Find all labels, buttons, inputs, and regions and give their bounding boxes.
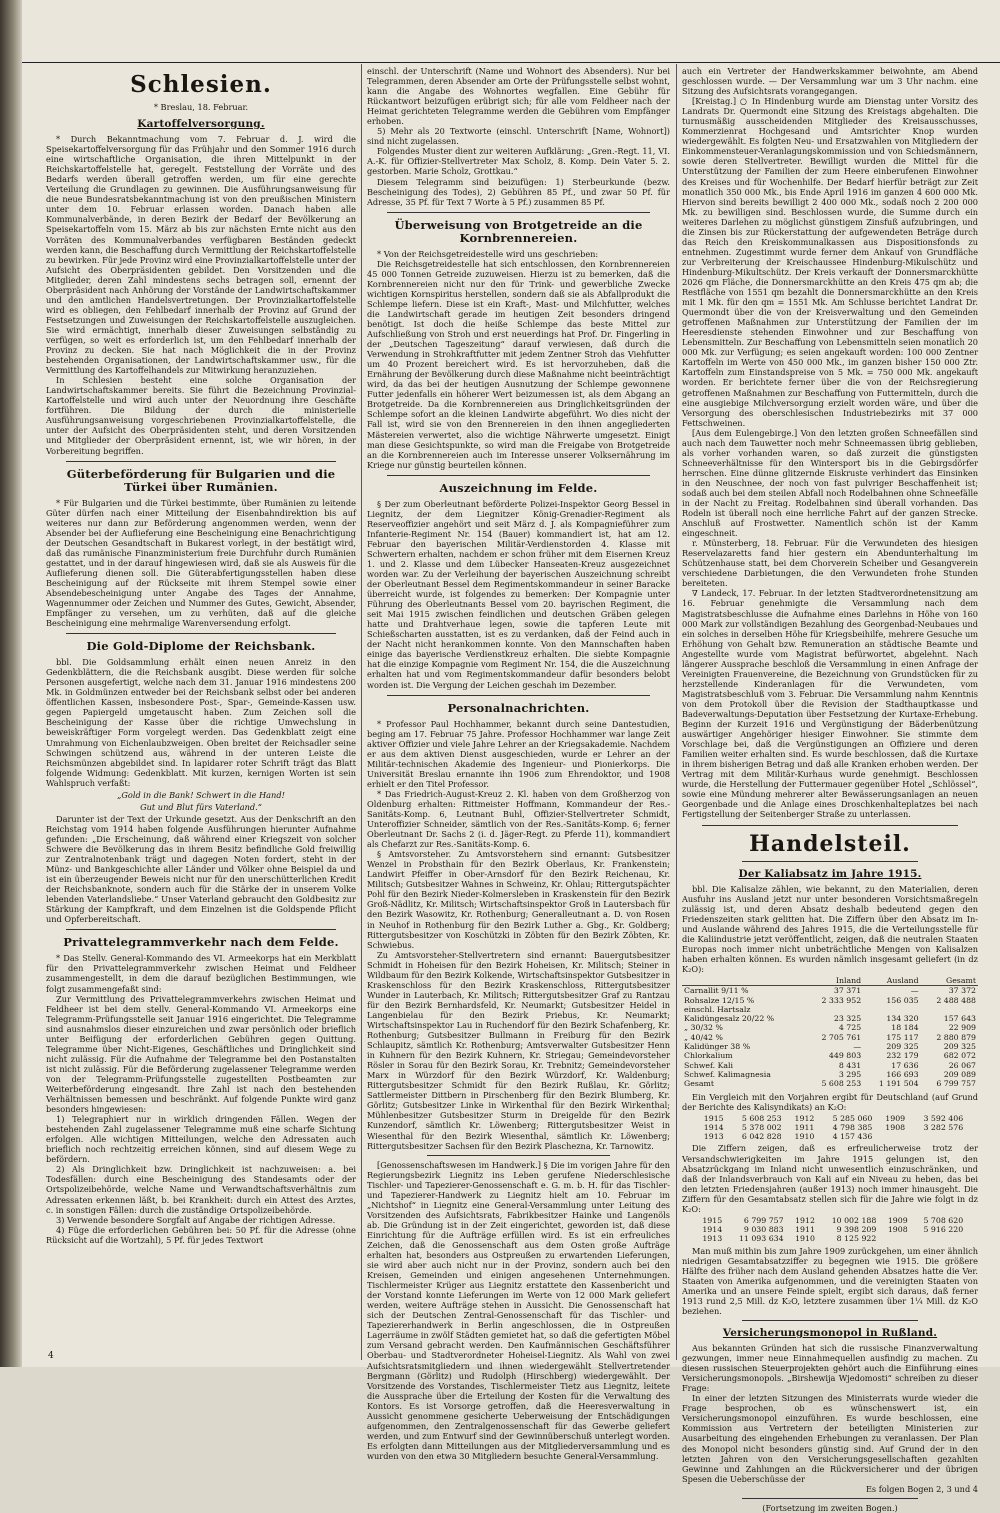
table-header: Ausland: [863, 976, 920, 986]
table-row: [682, 1042, 978, 1051]
table-row: [694, 1234, 966, 1243]
table-row: [694, 1123, 966, 1132]
article-paragraph: 2) Als Dringlichkeit bzw. Dringlichkeit ist nachzuweisen: a. bei Todesfällen: durch eine Bescheinigung des Standesamts oder der Ortspolizeibehörde, welche Name und Verwandtschaftsverhältnis zum Adressaten erkennen läßt, b. bei Krankheit: durch ein Attest des Arztes, c. in sonstigen Fällen: durch die zuständige Ortspolizeibehörde.: [46, 1164, 356, 1215]
table-cell: 5 285 060: [832, 1113, 873, 1123]
table-cell: 9 398 209: [836, 1225, 877, 1235]
table-row: [682, 1051, 978, 1060]
table-cell: Kalidünger 38 %: [684, 1042, 751, 1052]
article-separator: [66, 461, 336, 462]
page-number: 4: [48, 1351, 54, 1361]
article-paragraph: auch ein Vertreter der Handwerkskammer beiwohnte, am Abend geschlossen wurde. — Der Versammlung war um 3 Uhr nachm. eine Sitzung des Aufsichtsrats vorangegangen.: [682, 66, 978, 97]
motto-line: „Gold in die Bank! Schwert in die Hand!: [117, 789, 285, 800]
table-cell: 4 798 385: [832, 1122, 873, 1132]
article-paragraph: § Amtsvorsteher. Zu Amtsvorstehern sind ernannt: Gutsbesitzer Wenzel in Probsthain für den Bezirk Oberlaus, Kr. Frankenstein; Landwirt Pfeiffer in Ober-Arnsdorf für den Bezirk Reichenau, Kr. Militsch; Gutsbesitzer Wahnes in Schweinz, Kr. Ohlau; Rittergutspächter Pohl für den Bezirk Nieder-Kolmersleben in Kraskenstein für den Bezirk Groß-Nädlitz, Kr. Militsch; Wirtschaftsinspektor Groß in Lautersbach für den Bezirk Wasowitz, Kr. Rothenburg; Generalleutnant a. D. von Rosen in Neuhof in Rothenburg für den Bezirk Luther a. Gbg., Kr. Goldberg; Rittergutsbesitzer von Koschützki in Zöbten für den Bezirk Zöbten, Kr. Schwiebus.: [367, 849, 670, 950]
table-header: [682, 976, 806, 986]
table-row: [694, 1114, 966, 1123]
article-paragraph: Ein Vergleich mit den Vorjahren ergibt für Deutschland (auf Grund der Berichte des Kalisyndikats) an K₂O:: [682, 1091, 978, 1112]
table-cell: 1913: [703, 1132, 724, 1142]
table-cell: 9 030 883: [743, 1225, 784, 1235]
table-cell: 10 002 188: [831, 1215, 877, 1225]
table-body: [682, 986, 978, 1089]
table-cell: 8 125 922: [836, 1234, 877, 1244]
table-cell: 5 916 220: [923, 1225, 964, 1235]
table-cell: einschl. Hartsalz: [684, 1004, 751, 1014]
table-row: [682, 1079, 978, 1088]
article-heading-versicherung: Versicherungsmonopol in Rußland.: [722, 1327, 938, 1340]
table-cell: 37 372: [948, 986, 976, 996]
table-cell: —: [910, 986, 919, 996]
table-header: Inland: [806, 976, 863, 986]
article-heading-personal: Personalnachrichten.: [447, 700, 590, 715]
article-separator: [427, 1155, 610, 1156]
table-cell: 232 179: [886, 1051, 919, 1061]
column-divider: [676, 64, 677, 1360]
dateline: * Breslau, 18. Februar.: [153, 102, 249, 112]
continuation-footnote: (Fortsetzung im zweiten Bogen.): [762, 1502, 898, 1513]
table-cell: 682 072: [943, 1051, 976, 1061]
table-cell: 1909: [887, 1215, 908, 1225]
article-paragraph: einschl. der Unterschrift (Name und Wohnort des Absenders). Nur bei Telegrammen, deren Absender am Orte der Prüfungsstelle selbst wohnt, kann die Angabe des Wohnortes wegfallen. Eine Gebühr für Rückantwort beizufügen erübrigt sich; für alle vom Feldheer nach der Heimat gerichteten Telegramme werden die Gebühren vom Empfänger erhoben.: [367, 66, 670, 127]
article-separator: [702, 825, 958, 826]
table-cell: Chlorkalium: [684, 1051, 733, 1061]
table-cell: 1912: [795, 1215, 815, 1225]
table-cell: [879, 1234, 910, 1243]
table-cell: 166 693: [886, 1069, 919, 1079]
article-paragraph: * Professor Paul Hochhammer, bekannt durch seine Dantestudien, beging am 17. Februar 75 Jahre. Professor Hochhammer war lange Zeit aktiver Offizier und viele Jahre Lehrer an der Kriegsakademie. Nachdem er aus dem aktiven Dienst ausgeschieden, wurde er Lehrer an der Militär-technischen Akademie des Ingenieur- und Pionierkorps. Die Universität Breslau ernannte ihn 1906 zum Ehrendoktor, und 1908 erhielt er den Titel Professor.: [367, 718, 670, 789]
table-cell: [863, 1005, 920, 1014]
table-cell: 1913: [702, 1234, 723, 1244]
table-cell: 6 799 757: [743, 1215, 784, 1225]
table-cell: 209 325: [886, 1042, 919, 1052]
article-paragraph: 1) Telegraphiert nur in wirklich dringenden Fällen. Wegen der bestehenden Zahl zugelassener Telegramme muß eine scharfe Sichtung erfolgen. Alle wichtigen Mitteilungen, welche den Adressaten auch brieflich noch rechtzeitig erreichen können, sind auf diesem Wege zu befördern.: [46, 1114, 356, 1165]
table-cell: 4 725: [838, 1023, 862, 1033]
article-paragraph: 3) Verwende besondere Sorgfalt auf Angabe der richtigen Adresse.: [56, 1214, 336, 1225]
article-paragraph: * Das Friedrich-August-Kreuz 2. Kl. haben von dem Großherzog von Oldenburg erhalten: Rittmeister Hoffmann, Kommandeur der Res.-Sanitäts-Komp. 6, Leutnant Buhl, Offizier-Stellvertreter Schmidt, Unteroffizier Schneider, sämtlich von der Res.-Sanitäts-Komp. 6; ferner Oberleutnant Dr. Sachs 2 (i. d. Jäger-Regt. zu Pferde 11), kommandiert als Chefarzt zur Res.-Sanitäts-Komp. 6.: [367, 788, 670, 850]
motto-line: Gut und Blut fürs Vaterland.“: [140, 801, 262, 812]
table-cell: 1910: [795, 1234, 815, 1244]
table-cell: Gesamt: [684, 1079, 715, 1089]
table-cell: 3 592 406: [923, 1113, 964, 1123]
article-separator: [742, 1320, 918, 1321]
table-cell: 175 117: [886, 1032, 919, 1042]
table-cell: 8 431: [838, 1060, 862, 1070]
table-cell: 134 320: [886, 1014, 919, 1024]
table-cell: [911, 1234, 966, 1243]
table-row: [682, 996, 978, 1005]
article-paragraph: 4) Füge die erforderlichen Gebühren bei: 50 Pf. für die Adresse (ohne Rücksicht auf die Wortzahl), 5 Pf. für jedes Textwort: [46, 1224, 356, 1245]
kali-absatz-table: [682, 976, 978, 1089]
article-heading-auszeichnung: Auszeichnung im Felde.: [439, 480, 598, 495]
table-row: [694, 1132, 966, 1141]
book-binding-edge: [0, 0, 22, 1367]
table-row: [694, 1216, 966, 1225]
article-paragraph: Zu Amtsvorsteher-Stellvertretern sind ernannt: Bauergutsbesitzer Schmidt in Hoheisen für den Bezirk Hoheisen, Kr. Militsch; Steiner in Wildbaum für den Bezirk Kolkende, Wirtschaftsinspektor Gutsbesitzer in Kraskenschloss für den Bezirk Kraskenschloss, Rittergutsbesitzer Wunder in Lauterbach, Kr. Militsch; Rittergutsbesitzer Graf zu Rantzau für den Bezirk Bernhardsfeld, Kr. Neumarkt; Gutsbesitzer Heidel in Langenbielau für den Bezirk Priebus, Kr. Neumarkt; Wirtschaftsinspektor Lau in Ruchendorf für den Bezirk Schafenberg, Kr. Rothenburg; Gutsbesitzer Bullmann in Freiburg für den Bezirk Schlaupitz, sämtlich Kr. Rothenburg; Amtsverwalter Gutsbesitzer Henn in Kuhnern für den Bezirk Kuhnern, Kr. Striegau; Gemeindevorsteher Rösler in Sorau für den Bezirk Sorau, Kr. Trebnitz; Gemeindevorsteher Marx in Würzdorf für den Bezirk Würzdorf, Kr. Waldenburg; Rittergutsbesitzer Schmidt für den Bezirk Rußlau, Kr. Görlitz; Sattlermeister Dittbern in Pirschenberg für den Bezirk Blumberg, Kr. Görlitz; Gutsbesitzer Linke in Wirkenthal für den Bezirk Wirkenthal; Mühlenbesitzer Gutsbesitzer Sturm in Dreigelde für den Bezirk Kunzendorf, sämtlich Kr. Löwenberg; Rittergutsbesitzer Weist in Wiesenthal für den Bezirk Wiesenthal, sämtlich Kr. Löwenberg; Rittergutsbesitzer Sachsen für den Bezirk Plaschezna, Kr. Tarnowitz.: [367, 949, 670, 1151]
table-cell: Schwef. Kalimagnesia: [684, 1069, 771, 1079]
article-paragraph: 5) Mehr als 20 Textworte (einschl. Unterschrift [Name, Wohnort]) sind nicht zugelassen.: [367, 126, 670, 147]
table-cell: 1911: [795, 1225, 815, 1235]
article-heading-kartoffel: Kartoffelversorgung.: [137, 118, 265, 131]
column-1: [46, 66, 356, 1362]
table-row: [682, 1070, 978, 1079]
table-cell: 1914: [703, 1122, 724, 1132]
article-separator: [66, 633, 336, 634]
table-cell: 37 371: [833, 986, 862, 996]
table-cell: 6 799 757: [936, 1079, 976, 1089]
table-cell: 2 880 879: [936, 1032, 976, 1042]
table-cell: 2 705 761: [821, 1032, 862, 1042]
article-heading-privat: Privattelegrammverkehr nach dem Felde.: [63, 935, 339, 950]
column-divider: [361, 64, 362, 1360]
table-cell: 3 295: [838, 1069, 862, 1079]
article-separator: [742, 1498, 918, 1499]
table-row: [682, 1033, 978, 1042]
table-cell: [921, 1005, 978, 1014]
table-row: [682, 1061, 978, 1070]
section-title-schlesien: Schlesien.: [130, 71, 272, 98]
article-paragraph: Man muß mithin bis zum Jahre 1909 zurückgehen, um einer ähnlich niedrigen Gesamtabsatzziffer zu begegnen wie 1915. Die größere Hälfte des früher nach dem Ausland gehenden Absatzes hatte die Ver. Staaten von Amerika aufgenommen, und die vereinigten Staaten von Amerika und an unsere Feinde spielt, ergibt sich daraus, daß ferner 1913 rund 2,5 Mill. dz K₂O, letztere zusammen über 1¼ Mill. dz K₂O beziehen.: [682, 1245, 978, 1316]
article-paragraph: * Das Stellv. General-Kommando des VI. Armeekorps hat ein Merkblatt für den Privattelegrammverkehr zwischen Heimat und Feldheer zusammengestellt, in dem die darauf bezüglichen Bestimmungen, wie folgt zusammengefaßt sind:: [46, 953, 356, 994]
newspaper-page: [22, 0, 1000, 1513]
table-cell: 1914: [702, 1225, 723, 1235]
article-heading-gueter: Güterbeförderung für Bulgarien und die Türkei über Rumänien.: [66, 466, 336, 494]
table-cell: 157 643: [943, 1014, 976, 1024]
table-row: [682, 986, 978, 996]
article-paragraph: bbl. Die Goldsammlung erhält einen neuen Anreiz in den Gedenkblättern, die die Reichsbank ausgibt. Diese werden für solche Personen ausgefertigt, welche nach dem 31. Januar 1916 mindestens 200 Mk. in Goldmünzen entweder bei der Reichsbank selbst oder bei anderen öffentlichen Kassen, insbesondere Post-, Spar-, Gemeinde-Kassen usw. gegen Papiergeld umgetauscht haben. Zum Zeichen soll die Bescheinigung der Kasse über die richtige Umwechslung in beweiskräftiger Form vorgelegt werden. Das Gedenkblatt zeigt eine Umrahmung von Eichenlaubzweigen. Oben breitet der Reichsadler seine Schwingen schützend aus, während in der unteren Leiste die Reichsmünzen abgebildet sind. In lapidarer roter Schrift trägt das Blatt folgende Widmung: Gedenkblatt. Mit kurzen, kernigen Worten ist sein Wahlspruch verfaßt:: [46, 657, 356, 788]
article-paragraph: In einer der letzten Sitzungen des Ministerrats wurde wieder die Frage besprochen, ob es wünschenswert ist, ein Versicherungsmonopol einzuführen. Es wurde beschlossen, eine Kommission aus Vertretern der beteiligten Ministerien zur Ausarbeitung des eingehenden Erhebungen zu veranlassen. Der Plan des Monopol nicht besonders günstig sind. Auf Grund der in den letzten Jahren von den Versicherungsgesellschaften gezahlten Gewinne und Zahlungen an die Rückversicherer und der übrigen Spesen die Ueberschüsse der: [682, 1393, 978, 1484]
article-paragraph: Die Reichsgetreidestelle hat sich entschlossen, den Kornbrennereien 45 000 Tonnen Getreide zuzuweisen. Hierzu ist zu bemerken, daß die Kornbrennereien nicht nur den für Trink- und gewerbliche Zwecke wichtigen Kornspiritus herstellen, sondern daß sie als Abfallprodukt die Schlempe liefern. Diese ist ein Kraft-, Mast- und Milchfutter, welches die Landwirtschaft gerade im heutigen Zeit besonders dringend benötigt. Ist doch die heiße Schlempe das beste Mittel zur Aufschließung von Stroh und erst neuerdings hat Prof. Dr. Fingerling in der „Deutschen Tageszeitung“ darauf verwiesen, daß durch die Verwendung in Strohkraftfutter mit jedem Zentner Stroh das Viehfutter um 40 Prozent bereichert wird. Es ist hervorzuheben, daß die Ernährung der Bevölkerung durch diese Maßnahme nicht beeinträchtigt wird, da das bei der heutigen Ausnutzung der Schlempe gewonnene Futter jedenfalls ein höherer Wert beizumessen ist, als dem Abgang an Brotgetreide. Da die Kornbrennereien aus Dringlichkeitsgründen der Schlempe sofort an die kleinen Landwirte abgeführt. Wo dies nicht der Fall ist, wird sie von den Brennereien in den ihnen angegliederten Mästereien verwertet, also die wichtige Nährwerte umgesetzt. Einigt man diese Gesichtspunkte, so wird man die Freigabe von Brotgetreide an die Kornbrennereien auch im Interesse unserer Volksernährung im Kriege nur günstig beurteilen können.: [367, 258, 670, 470]
table-cell: Rohsalze 12/15 %: [684, 995, 755, 1005]
table-cell: 449 803: [828, 1051, 862, 1061]
table-cell: 6 042 828: [741, 1132, 782, 1142]
column-2: [367, 66, 670, 1461]
table-cell: 3 282 576: [923, 1122, 964, 1132]
local-note: [Aus dem Eulengebirge.] Von den letzten großen Schneefällen sind auch nach dem Tauwetter noch mehr Schneemassen übrig geblieben, als vorher vorhanden waren, so daß zurzeit die günstigsten Schneeverhältnisse für den Wintersport bis in die Gebirgsdörfer herrschen. Eine dünne glitzernde Eiskruste verhindert das Einsinken in den Neuschnee, der noch von fast pulvriger Beschaffenheit ist; sodaß auch bei dem steilen Abfall noch Rodelbahnen ohne Schneefälle in der Nacht zu Freitag. Rodelbahnen sind überall vorhanden. Das Rodeln ist überall noch eine herrliche Fahrt auf der ganzen Strecke. Anschluß auf Frostwetter. Namentlich schön ist der Kamm eingeschneit.: [682, 427, 978, 539]
table-cell: 209 089: [943, 1069, 976, 1079]
table-cell: 5 608 253: [741, 1113, 782, 1123]
table-cell: 5 708 620: [923, 1215, 964, 1225]
table-header: Gesamt: [921, 976, 978, 986]
table-cell: 4 157 436: [832, 1132, 873, 1142]
table-cell: 23 325: [833, 1014, 862, 1024]
table-cell: 11 093 634: [738, 1234, 784, 1244]
table-cell: 17 636: [891, 1060, 919, 1070]
table-cell: 1908: [887, 1225, 908, 1235]
table-cell: 26 067: [948, 1060, 976, 1070]
table-row: [694, 1225, 966, 1234]
years-table-inland: [694, 1114, 966, 1142]
table-row: [682, 1014, 978, 1023]
local-note: ∇ Landeck, 17. Februar. In der letzten Stadtverordnetensitzung am 16. Februar genehmigte die Versammlung nach dem Magistratsbeschlusse die Aufnahme eines Darlehns in Höhe von 160 000 Mark zur vollständigen Bezahlung des Georgenbad-Neubaues und ein solches in derselben Höhe für Kriegsbeihilfe, mehrere Gesuche um Erhöhung von Gehalt bzw. Remuneration an städtische Beamte und Angestellte wurde vom Magistrat befürwortet, abgelehnt. Nach längerer Aussprache beschloß die Versammlung in einen Anfrage der Vereinigten Frauenvereine, die Bezeichnung von Grundstücken für zu herzstellende Kinderanlagen für die Verwundeten, vom Magistratsbeschluß vom 3. Februar. Die Versammlung nahm Kenntnis von dem Protokoll über die Revision der Stadthauptkasse und Badeverwaltungs-Deputation über Festsetzung der Kurtaxe-Erhebung. Beginn der Kurzeit 1916 und Vergünstigung der Bäderbenützung auswärtiger Angehöriger hiesiger Einwohner. Sie stimmte dem Vorschlage bei, daß die Vergünstigungen an Offiziere und deren Familien weiter erhalten sind. Es wurde beschlossen, daß die Kurtaxe in ihrem bisherigen Betrag und daß alle Kranken erhoben werden. Der Vertrag mit dem Militär-Kurhaus wurde genehmigt. Beschlossen wurde, die Herstellung der Futtermauer gegenüber Hotel „Schlössel“, sowie eine Mündung mehrerer alter Bewässerungsanlagen an neuen Georgenbade und die Anlage eines Droschkenhalteplatzes bei nach Fertigstellung der Seitenberger Straße zu unterlassen.: [682, 588, 978, 820]
article-paragraph: bbl. Die Kalisalze zählen, wie bekannt, zu den Materialien, deren Ausfuhr ins Ausland jetzt nur unter besonderen Vorsichtsmaßregeln zulässig ist, und deren Absatz deshalb bedeutend gegen den Friedenszeiten stark gelitten hat. Die Ziffern über den Absatz im In- und Auslande während des Jahres 1915, die die Verteilungsstelle für die Kaliindustrie jetzt veröffentlicht, zeigen, daß die neutralen Staaten Europas noch immer nicht unbeträchtliche Mengen von Kalisalzen haben erhalten können. Es wurden nämlich insgesamt geliefert (in dz K₂O):: [682, 883, 978, 974]
article-heading-kali: Der Kaliabsatz im Jahre 1915.: [738, 867, 922, 880]
table-cell: 22 909: [948, 1023, 976, 1033]
article-separator: [66, 929, 336, 930]
continuation-note: Es folgen Bogen 2, 3 und 4: [865, 1483, 978, 1494]
article-separator: [742, 861, 918, 862]
local-note: r. Münsterberg, 18. Februar. Für die Verwundeten des hiesigen Reservelazaretts fand hier gestern ein Abendunterhaltung im Schützenhause statt, bei dem Chorverein Scheiber und Gesangverein verschiedene Darbietungen, die den Verwundeten frohe Stunden bereiteten.: [682, 538, 978, 589]
table-cell: 2 488 488: [936, 995, 976, 1005]
table-cell: 5 378 002: [741, 1122, 782, 1132]
table-cell: 1911: [794, 1122, 815, 1132]
local-note: [Kreistag.] ○ In Hindenburg wurde am Dienstag unter Vorsitz des Landrats Dr. Quermondt eine Sitzung des Kreistags abgehalten. Die turnusmäßig ausscheidenden Mitglieder des Kreisausschusses, Kommerzienrat Hochgesand und Amtsrichter Knop wurden wiedergewählt. Es folgten Neu- und Ersatzwahlen von Mitgliedern der Einkommensteuer-Veranlagungskommission und von Schiedsmännern, sowie deren Stellvertreter. Bewilligt wurden die Mittel für die Unterstützung der Familien der zum Heere einberufenen Einwohner des Kreises und für Wochenhilfe. Der Bedarf hierfür beträgt zur Zeit monatlich 350 000 Mk., bis Ende April 1916 im ganzen 4 600 000 Mk. Hiervon sind bereits bewilligt 2 400 000 Mk., sodaß noch 2 200 000 Mk. zu bewilligen sind. Beschlossen wurde, die Summe durch ein weiteres Darlehen zu möglichst günstigem Zinsfuß aufzubringen, und die Zinsen bis zur Rückerstattung der aufgewendeten Beträge durch das Reich den Kreiskommunalkassen aus Dispositionsfonds zu entnehmen. Zugestimmt wurde ferner dem Ankauf von Grundfläche zur Verbreiterung der Kreischaussee Hindenburg-Mikulschütz und Hindenburg-Mikultschütz. Der Kreis verkauft der Donnersmarckhütte 2026 qm Fläche, die Donnersmarckhütte an den Kreis 475 qm ab; die Restfläche von 1551 qm bezahlt die Donnersmarckhütte an den Kreis mit 1 Mk. für den qm = 1551 Mk. Am Schlusse berichtet Landrat Dr. Quermondt über die von der Kreisverwaltung und den Gemeinden getroffenen Maßnahmen zur Unterstützung der Familien der im Heeresdienste stehenden Einwohner und zur Beschaffung von Lebensmitteln. Zur Beschaffung von Lebensmitteln seien monatlich 20 000 Mk. zur Verfügung; es seien angekauft worden: 100 000 Zentner Kartoffeln im Werte von 450 000 Mk., im ganzen bisher 150 000 Ztr. Kartoffeln zum Einstandspreise von 5 Mk. = 750 000 Mk. angekauft worden. Er berichtete ferner über die von der Reichsregierung getroffenen Maßnahmen zur Beschaffung von Futtermitteln, durch die eine ausgiebige Milchversorgung erzielt worden wäre, und über die Versorgung des oberschlesischen Industriebezirks mit 37 000 Fettschweinen.: [682, 96, 978, 428]
table-cell: [908, 1132, 966, 1141]
table-cell: [875, 1132, 908, 1141]
article-separator: [387, 212, 650, 213]
article-separator: [387, 475, 650, 476]
table-cell: —: [853, 1042, 862, 1052]
table-cell: 18 184: [891, 1023, 919, 1033]
table-cell: Kalidüngesalz 20/22 %: [684, 1014, 775, 1024]
article-paragraph: * Durch Bekanntmachung vom 7. Februar d. J. wird die Speisekartoffelversorgung für das Frühjahr und den Sommer 1916 durch eine wirtschaftliche Organisation, die ihren Mittelpunkt in der Reichskartoffelstelle hat, geregelt. Feststellung der Vorräte und des Bedarfs werden überall getroffen werden, um für eine gerechte Verteilung die Grundlagen zu gewinnen. Die Ausführungsanweisung für die neue Bundesratsbekanntmachung ist von den preußischen Ministern unter dem 10. Februar erlassen worden. Danach haben alle Kommunalverbände, in deren Bezirk der Bedarf der Bevölkerung an Speisekartoffeln vom 15. März ab bis zur nächsten Ernte nicht aus den Vorräten des Kommunalverbandes verfügbaren Beständen gedeckt werden kann, die Beschaffung durch Vermittlung der Reichskartoffelstelle zu bewirken. Für jede Provinz wird eine Provinzialkartoffelstelle unter der Aufsicht des Oberpräsidenten gebildet. Den Vorsitzenden und die Mitglieder, deren Zahl mindestens sechs betragen soll, ernennt der Oberpräsident nach Anhörung der Vorstände der Landwirtschaftskammer und den amtlichen Handelsvertretungen. Der Provinzialkartoffelstelle wird es obliegen, den Fehlbedarf innerhalb der Provinz auf Grund der Festsetzungen und Zuweisungen der Reichskartoffelstelle auszugleichen. Sie wird ermächtigt, innerhalb dieser Zuweisungen selbständig zu verfügen, so weit es erforderlich ist, um den Fehlbedarf innerhalb der Provinz zu decken. Sie hat nach Möglichkeit die in der Provinz bestehenden Organisationen, der Landwirtschaftskammer usw., für die Vermittlung des Kartoffelhandels zur Mitwirkung heranzuziehen.: [46, 134, 356, 376]
table-cell: 1908: [885, 1122, 906, 1132]
header-rule: [22, 62, 1000, 63]
article-paragraph: Folgendes Muster dient zur weiteren Aufklärung: „Gren.-Regt. 11, VI. A.-K. für Offizier-Stellvertreter Max Scholz, 8. Komp. Dein Vater 5. 2. gestorben. Marie Scholz, Grottkau.“: [367, 146, 670, 177]
article-paragraph: Diesem Telegramm sind beizufügen: 1) Sterbeurkunde (bezw. Bescheinigung des Todes), 2) Gebühren 85 Pf., und zwar 50 Pf. für Adresse, 35 Pf. für Text 7 Worte à 5 Pf.) zusammen 85 Pf.: [367, 176, 670, 207]
article-heading-gold: Die Gold-Diplome der Reichsbank.: [86, 639, 316, 654]
table-row: [682, 1005, 978, 1014]
table-cell: 5 608 253: [821, 1079, 862, 1089]
table-cell: 1910: [794, 1132, 815, 1142]
article-paragraph: [Genossenschaftswesen im Handwerk.] § Die im vorigen Jahre für den Regierungsbezirk Liegnitz ins Leben gerufene Niederschlesische Tischler- und Tapezierer-Genossenschaft e. G. m. b. H. für das Tischler- und Tapezierer-Handwerk zu Liegnitz hielt am 10. Februar im „Nichtshof“ in Liegnitz eine General-Versammlung unter Leitung des Vorsitzenden des Aufsichtsrats, Fabrikbesitzer Hainke und Langenöls ab. Die Gründung ist in der Zeit eingerichtet, geworden ist, daß diese Einrichtung für die Aufträge erfüllen wird. Es ist ein erfreuliches Zeichen, daß die Genossenschaft aus dem Osten große Aufträge erhalten hat, besonders aus Ostpreußen zu erwartenden Lieferungen, sie wird aber auch nicht nur in der Provinz, sondern auch bei den Kreisen, Gemeinden und einigen angesehenen Unternehmungen. Tischlermeister Krüger aus Liegnitz erstattete den Kassenbericht und der Vorstand konnte Lieferungen im Werte von 12 000 Mark geliefert werden, weitere Aufträge stehen in Aussicht. Die Genossenschaft hat sich der Deutschen Zentral-Genossenschaft für das Tischler- und Tapeziererhandwerk in Berlin angeschlossen, die in Ostpreußen Lagerräume in zwölf Städten gemietet hat, so daß die gefertigten Möbel zum Versand gebracht werden. Den Kaufmännischen Geschäftsführer Oberbau- und Stadtverordneter Hoheisel-Liegnitz. Als Wahl von zwei Aufsichtsratsmitgliedern und ihnen wiedergewählt Stellvertretender Bergmann (Görlitz) und Rudolph (Hirschberg) wiedergewählt. Der Vorsitzende des Vorstandes, Tischlermeister Tietz aus Liegnitz, leitete die Aussprache über die Erteilung der Kosten für die Verwaltung des Kontors. Es ist Vorsorge getroffen, daß die Heeresverwaltung in Aussicht genommene gesicherte Ueberweisung der Entschädigungen aufgenommen, den Zentralgenossenschaft für das Gewerbe geliefert werden, und zum Entwurf sind der Gewinnüberschuß unterlegt worden. Es erfolgten dann Mitteilungen aus der Mitgliederversammlung und es wurden von den etwa 30 Mitgliedern besuchte General-Versammlung.: [367, 1159, 670, 1461]
table-cell: 156 035: [886, 995, 919, 1005]
table-cell: [806, 1005, 863, 1014]
table-cell: 209 325: [943, 1042, 976, 1052]
section-title-handelsteil: Handelsteil.: [749, 830, 911, 857]
table-cell: 2 333 952: [821, 995, 862, 1005]
article-heading-brot: Überweisung von Brotgetreide an die Kornbrennereien.: [394, 217, 643, 245]
article-paragraph: Die Ziffern zeigen, daß es erfreulicherweise trotz der Versandschwierigkeiten im Jahre 1915 gelungen ist, den Absatzrückgang im Inland nicht unwesentlich einzuschränken, und daß der Inlandsverbrauch von Kali auf ein Niveau zu heben, das bei den letzten Friedensjahren (außer 1913) noch immer hinausgeht. Die Ziffern für den Gesamtabsatz stellen sich für die Jahre wie folgt in dz K₂O:: [682, 1143, 978, 1214]
table-cell: „ 30/32 %: [684, 1023, 723, 1033]
article-paragraph: * Für Bulgarien und die Türkei bestimmte, über Rumänien zu leitende Güter dürfen nach einer Mitteilung der Eisenbahndirektion bis auf weiteres nur dann zur Beförderung angenommen werden, wenn der Absender bei der Auflieferung eine Bescheinigung eine Benachrichtigung der Deutschen Gesandtschaft in Bukarest vorlegt, in der bestätigt wird, daß das rumänische Finanzministerium freie Durchfuhr durch Rumänien gestattet, und in der darauf hingewiesen wird, daß sie als Ausweis für die Auflieferung dienen soll. Die Güterabfertigungsstellen haben diese Bescheinigung auf der Rückseite mit ihrem Stempel sowie einer Absendebescheinigung unter Angabe des Tages der Annahme, Wagennummer oder Zeichen und Nummer des Gutes, Gewicht, Absender, Empfänger zu versehen, um zu verhüten, daß auf die gleiche Bescheinigung eine mehrmalige Warenversendung erfolgt.: [46, 497, 356, 629]
article-paragraph: In Schlesien besteht eine solche Organisation der Landwirtschaftskammer bereits. Sie führt die Bezeichnung Provinzial-Kartoffelstelle und wird auch unter der Neuordnung ihre Geschäfte fortführen. Die Bildung der durch die ministerielle Ausführungsanweisung vorgeschriebenen Provinzialkartoffelstelle, die unter der Aufsicht des Oberpräsidenten steht, und deren Vorsitzenden und Mitglieder der Oberpräsident ernennt, ist, wie wir hören, in der Vorbereitung begriffen.: [46, 375, 356, 456]
table-row: [682, 1023, 978, 1032]
table-cell: „ 40/42 %: [684, 1032, 723, 1042]
article-paragraph: Zur Vermittlung des Privattelegrammverkehrs zwischen Heimat und Feldheer ist bei dem stellv. General-Kommando VI. Armeekorps eine Telegramm-Prüfungsstelle seit Januar 1916 eingerichtet. Die Telegramme sind ausnahmslos dieser einzureichen und zwar persönlich oder brieflich unter Beifügung der erforderlichen Gebühren gegen Quittung. Telegramme über Nicht-Eigenes, Geschäftliches und Dringlichkeit sind nicht zulässig. Für die Aufnahme der Telegramme bei den Postanstalten ist nicht zulässig. Für die Beförderung zugelassener Telegramme werden von der Telegramm-Prüfungsstelle zugestellten Postbeamten zur Weiterbeförderung eingesandt. Ihre Zahl ist nach den bestehenden Verhältnissen bemessen und beschränkt. Auf folgende Punkte wird ganz besonders hingewiesen:: [46, 993, 356, 1115]
table-cell: Schwef. Kali: [684, 1060, 734, 1070]
table-cell: Carnallit 9/11 %: [684, 986, 749, 996]
table-cell: 1915: [702, 1215, 723, 1225]
column-3: [682, 66, 978, 1513]
article-paragraph: Darunter ist der Text der Urkunde gesetzt. Aus der Denkschrift an den Reichstag vom 1914 haben folgende Ausführungen hierunter Aufnahme gefunden: „Die Erscheinung, daß während einer Kriegszeit von solcher Schwere die Bevölkerung das in ihrem Besitz befindliche Gold freiwillig zur Zentralnotenbank trägt und dagegen Noten fordert, steht in der Münz- und Bankgeschichte aller Länder und Völker ohne Beispiel da und ist ein überzeugender Beweis nicht nur für den unerschütterlichen Kredit der Reichsbanknote, sondern auch für die Stärke der in unserem Volke lebenden Vaterlandsliebe.“ Unser Vaterland gebraucht den Goldbesitz zur Stärkung der Kampfkraft, und dem Einzelnen ist die Goldspende Pflicht und Opferbereitschaft.: [46, 813, 356, 925]
years-table-gesamt: [694, 1216, 966, 1244]
article-paragraph: § Der zum Oberleutnant beförderte Polizei-Inspektor Georg Bessel in Liegnitz, der dem Liegnitzer König-Grenadier-Regiment als Reserveoffizier angehört und seit März d. J. als Kompagnieführer zum Infanterie-Regiment Nr. 154 (Bauer) kommandiert ist, hat am 12. Februar den bayerischen Militär-Verdienstorden 4. Klasse mit Schwertern erhalten, nachdem er schon früher mit dem Eisernen Kreuz 1. und 2. Klasse und dem Lübecker Hanseaten-Kreuz ausgezeichnet worden war. Zu der Verleihung der bayerischen Auszeichnung schreibt der Oberleutnant Bessel dem Regimentskommandeur in seiner Baracke überreicht wurde, ist folgendes zu bemerken: Der Kompagnie unter Führung des Oberleutnants Bessel vom 20. bayrischen Regiment, die seit Mai 1915 zwischen feindlichen und deutschen Gräben gelegen hatte und Drahtverhaue legen, sowie die tapferen Leute mit Schießscharten ausstatten, ist es zu verdanken, daß der Feind auch in der Nacht nicht herankommen konnte. Von den Mannschaften haben einige das bayerische Verdienstkreuz erhalten. Die siebte Kompagnie hat die einzige Kompagnie vom Regiment Nr. 154, die die Auszeichnung erhalten hat und vom Regimentskommandeur dafür besonders belobt worden ist. Die Vergung der Leichen geschah im Dezember.: [367, 498, 670, 690]
table-cell: 1912: [794, 1113, 815, 1123]
article-separator: [387, 695, 650, 696]
table-cell: 1909: [885, 1113, 906, 1123]
table-cell: 1 191 504: [878, 1079, 919, 1089]
article-paragraph: Aus bekannten Gründen hat sich die russische Finanzverwaltung gezwungen, immer neue Einnahmequellen ausfindig zu machen. Zu diesen russischen Steuerprojekten gehört auch die Einführung eines Versicherungsmonopols. „Birshewija Wjedomosti“ schreiben zu dieser Frage:: [682, 1343, 978, 1394]
article-lead: * Von der Reichsgetreidestelle wird uns geschrieben:: [377, 248, 599, 259]
table-cell: 1915: [703, 1113, 724, 1123]
